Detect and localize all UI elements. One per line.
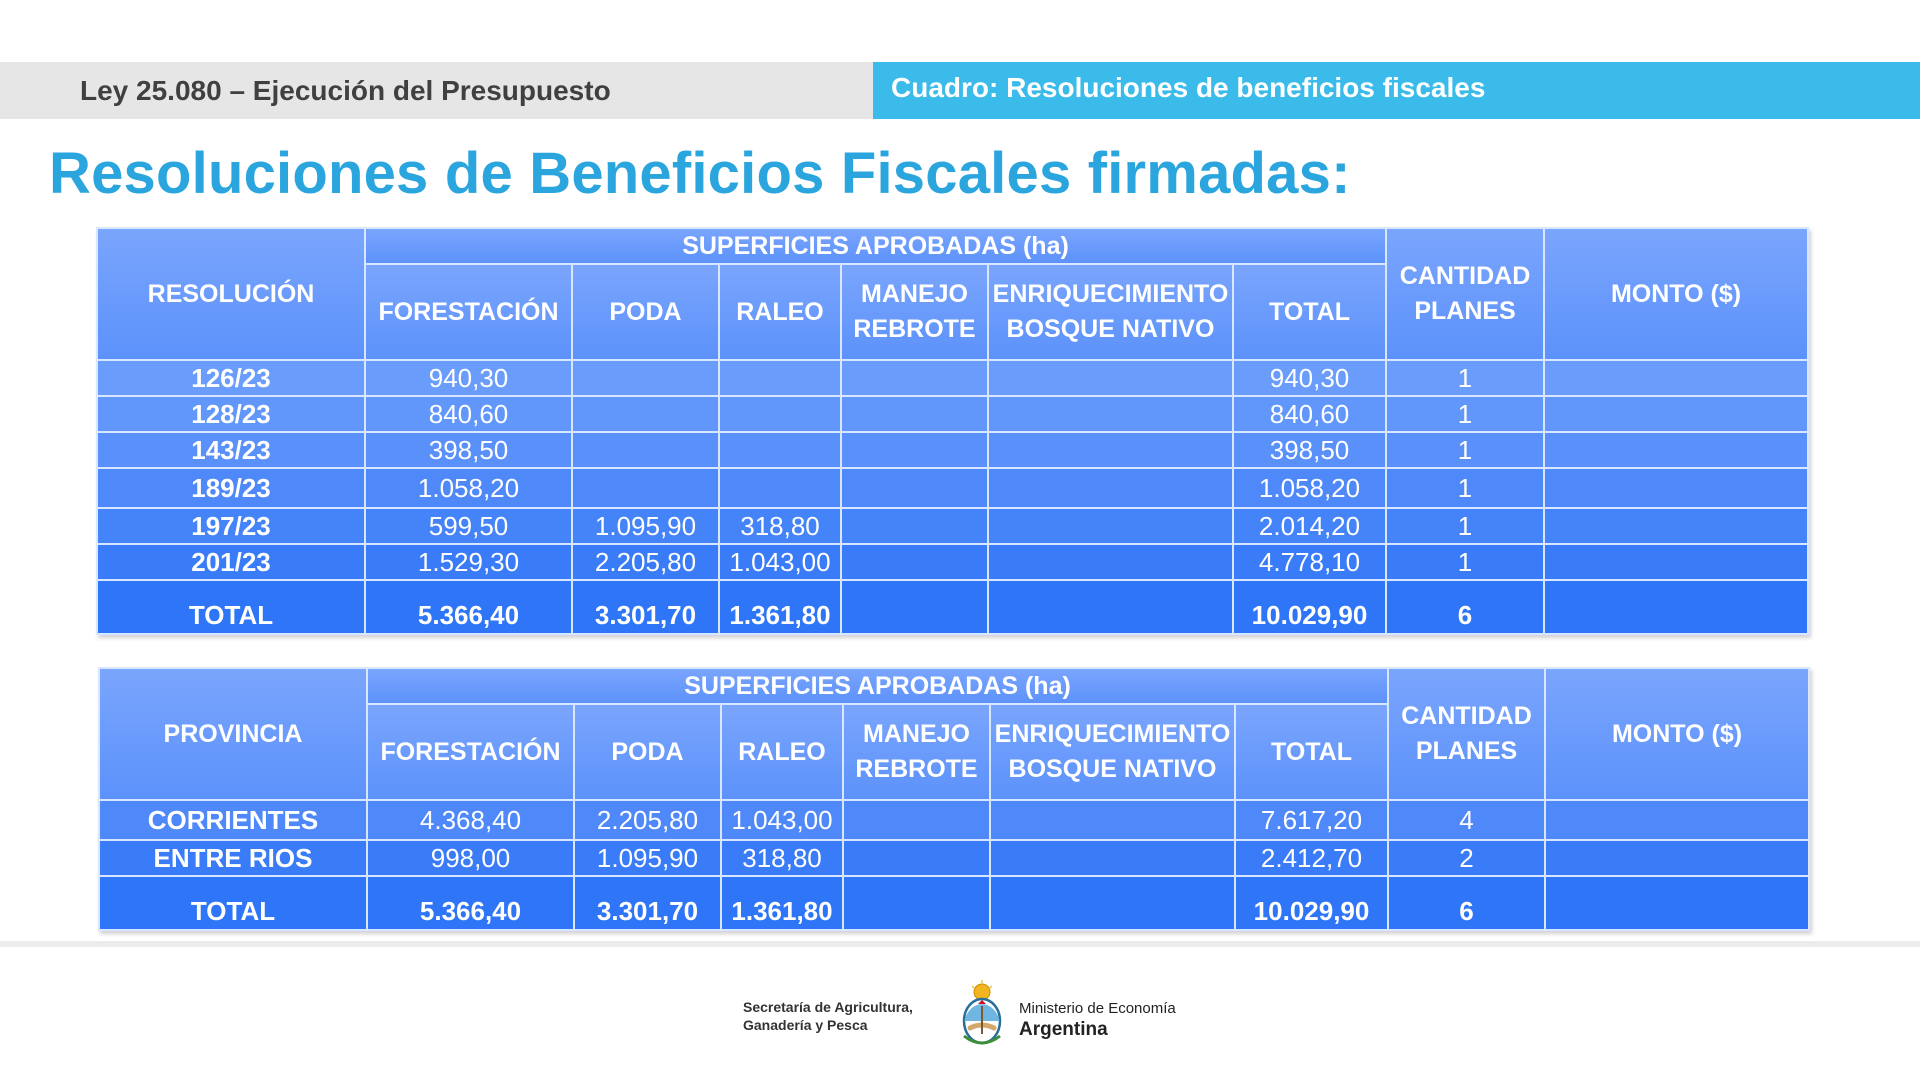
column-header-manejo-line1: MANEJO [861, 280, 968, 308]
column-header-cantidad-line2: PLANES [1415, 737, 1518, 765]
cell-monto [1544, 580, 1808, 634]
cell-manejo [841, 432, 988, 468]
cell-total-label: TOTAL [97, 580, 365, 634]
cell-resolucion: 143/23 [97, 432, 365, 468]
cell-total: 2.412,70 [1235, 840, 1388, 876]
cell-enriquecimiento [990, 840, 1235, 876]
cell-poda: 3.301,70 [574, 876, 721, 930]
group-header-superficies: SUPERFICIES APROBADAS (ha) [365, 228, 1386, 264]
cell-cantidad: 4 [1388, 800, 1545, 840]
column-header-enriquecimiento [990, 704, 1235, 800]
cell-forestacion: 940,30 [365, 360, 572, 396]
column-header-enriq-line1: ENRIQUECIMIENTO [992, 280, 1229, 308]
cell-total: 2.014,20 [1233, 508, 1386, 544]
column-header-enriquecimiento [988, 264, 1233, 360]
cell-total: 1.058,20 [1233, 468, 1386, 508]
table-row [99, 800, 1809, 840]
cell-cantidad: 1 [1386, 544, 1544, 580]
cell-monto [1544, 360, 1808, 396]
column-header-total: TOTAL [1235, 704, 1388, 800]
cell-poda [572, 432, 719, 468]
cell-total: 10.029,90 [1233, 580, 1386, 634]
cell-cantidad: 2 [1388, 840, 1545, 876]
cell-cantidad: 1 [1386, 360, 1544, 396]
cell-cantidad: 1 [1386, 432, 1544, 468]
cell-monto [1545, 800, 1809, 840]
footer-divider [0, 941, 1920, 947]
column-header-cantidad-line1: CANTIDAD [1401, 702, 1532, 730]
cell-cantidad: 6 [1388, 876, 1545, 930]
cell-poda: 1.095,90 [572, 508, 719, 544]
cell-monto [1545, 876, 1809, 930]
cell-enriquecimiento [988, 580, 1233, 634]
column-header-raleo: RALEO [719, 264, 841, 360]
table-total-row [97, 580, 1808, 634]
cell-manejo [841, 468, 988, 508]
column-header-enriq-line1: ENRIQUECIMIENTO [994, 720, 1231, 748]
ministerio-logo [1019, 998, 1176, 1040]
cell-manejo [841, 396, 988, 432]
cell-poda: 2.205,80 [574, 800, 721, 840]
column-header-monto: MONTO ($) [1544, 228, 1808, 360]
table-total-row [99, 876, 1809, 930]
cell-enriquecimiento [988, 396, 1233, 432]
cell-enriquecimiento [990, 876, 1235, 930]
cell-cantidad: 1 [1386, 396, 1544, 432]
column-header-raleo: RALEO [721, 704, 843, 800]
cell-total-label: TOTAL [99, 876, 367, 930]
cell-raleo [719, 360, 841, 396]
cell-poda [572, 468, 719, 508]
ministerio-line2: Argentina [1019, 1019, 1108, 1040]
cell-forestacion: 5.366,40 [367, 876, 574, 930]
cell-poda: 3.301,70 [572, 580, 719, 634]
cell-resolucion: 126/23 [97, 360, 365, 396]
cell-raleo: 1.361,80 [721, 876, 843, 930]
column-header-poda: PODA [572, 264, 719, 360]
cell-forestacion: 4.368,40 [367, 800, 574, 840]
cell-cantidad: 1 [1386, 508, 1544, 544]
ministerio-line1: Ministerio de Economía [1019, 1000, 1176, 1017]
cell-enriquecimiento [988, 508, 1233, 544]
table-row [97, 396, 1808, 432]
group-header-superficies: SUPERFICIES APROBADAS (ha) [367, 668, 1388, 704]
cell-cantidad: 6 [1386, 580, 1544, 634]
escudo-icon [956, 978, 1008, 1052]
cell-monto [1544, 468, 1808, 508]
column-header-cantidad-line1: CANTIDAD [1399, 262, 1531, 290]
column-header-cantidad-line2: PLANES [1414, 297, 1516, 325]
cell-manejo [843, 876, 990, 930]
cell-total: 4.778,10 [1233, 544, 1386, 580]
page-title: Resoluciones de Beneficios Fiscales firmadas: [49, 141, 1351, 206]
cell-provincia: CORRIENTES [99, 800, 367, 840]
cell-manejo [843, 800, 990, 840]
cell-resolucion: 197/23 [97, 508, 365, 544]
cell-monto [1544, 544, 1808, 580]
cell-monto [1544, 396, 1808, 432]
column-header-enriq-line2: BOSQUE NATIVO [1006, 315, 1215, 343]
header-left-title: Ley 25.080 – Ejecución del Presupuesto [0, 62, 873, 119]
cell-monto [1544, 508, 1808, 544]
cell-poda [572, 360, 719, 396]
header-right-title: Cuadro: Resoluciones de beneficios fiscales [873, 62, 1920, 119]
secretaria-line1: Secretaría de Agricultura, [743, 999, 913, 1015]
column-header-cantidad-planes [1388, 668, 1545, 800]
cell-raleo: 1.043,00 [721, 800, 843, 840]
cell-total: 10.029,90 [1235, 876, 1388, 930]
cell-manejo [841, 508, 988, 544]
secretaria-line2: Ganadería y Pesca [743, 1017, 868, 1033]
cell-resolucion: 201/23 [97, 544, 365, 580]
cell-poda [572, 396, 719, 432]
table-row [97, 468, 1808, 508]
column-header-provincia: PROVINCIA [99, 668, 367, 800]
column-header-manejo-rebrote [841, 264, 988, 360]
column-header-manejo-line2: REBROTE [855, 755, 978, 783]
cell-raleo: 318,80 [719, 508, 841, 544]
cell-manejo [841, 544, 988, 580]
cell-poda: 1.095,90 [574, 840, 721, 876]
resoluciones-table [96, 227, 1809, 635]
cell-raleo [719, 468, 841, 508]
cell-resolucion: 189/23 [97, 468, 365, 508]
cell-enriquecimiento [990, 800, 1235, 840]
cell-provincia: ENTRE RIOS [99, 840, 367, 876]
cell-raleo [719, 432, 841, 468]
column-header-resolucion: RESOLUCIÓN [97, 228, 365, 360]
table-row [99, 840, 1809, 876]
column-header-manejo-rebrote [843, 704, 990, 800]
cell-manejo [841, 580, 988, 634]
cell-forestacion: 1.058,20 [365, 468, 572, 508]
cell-total: 398,50 [1233, 432, 1386, 468]
column-header-enriq-line2: BOSQUE NATIVO [1008, 755, 1217, 783]
column-header-monto: MONTO ($) [1545, 668, 1809, 800]
column-header-total: TOTAL [1233, 264, 1386, 360]
table-row [97, 360, 1808, 396]
footer [0, 960, 1920, 1080]
cell-manejo [841, 360, 988, 396]
column-header-manejo-line1: MANEJO [863, 720, 970, 748]
cell-enriquecimiento [988, 544, 1233, 580]
cell-monto [1545, 840, 1809, 876]
cell-manejo [843, 840, 990, 876]
table-row [97, 544, 1808, 580]
provincias-table [98, 667, 1810, 931]
cell-forestacion: 599,50 [365, 508, 572, 544]
cell-total: 7.617,20 [1235, 800, 1388, 840]
column-header-cantidad-planes [1386, 228, 1544, 360]
cell-forestacion: 998,00 [367, 840, 574, 876]
column-header-manejo-line2: REBROTE [853, 315, 976, 343]
cell-raleo [719, 396, 841, 432]
cell-resolucion: 128/23 [97, 396, 365, 432]
cell-forestacion: 1.529,30 [365, 544, 572, 580]
cell-raleo: 1.361,80 [719, 580, 841, 634]
cell-monto [1544, 432, 1808, 468]
cell-forestacion: 398,50 [365, 432, 572, 468]
cell-forestacion: 840,60 [365, 396, 572, 432]
cell-total: 940,30 [1233, 360, 1386, 396]
cell-forestacion: 5.366,40 [365, 580, 572, 634]
table-row [97, 432, 1808, 468]
cell-raleo: 1.043,00 [719, 544, 841, 580]
secretaria-logo [743, 998, 913, 1034]
cell-cantidad: 1 [1386, 468, 1544, 508]
column-header-forestacion: FORESTACIÓN [365, 264, 572, 360]
cell-poda: 2.205,80 [572, 544, 719, 580]
cell-raleo: 318,80 [721, 840, 843, 876]
table-row [97, 508, 1808, 544]
column-header-forestacion: FORESTACIÓN [367, 704, 574, 800]
cell-enriquecimiento [988, 360, 1233, 396]
column-header-poda: PODA [574, 704, 721, 800]
cell-total: 840,60 [1233, 396, 1386, 432]
cell-enriquecimiento [988, 432, 1233, 468]
cell-enriquecimiento [988, 468, 1233, 508]
